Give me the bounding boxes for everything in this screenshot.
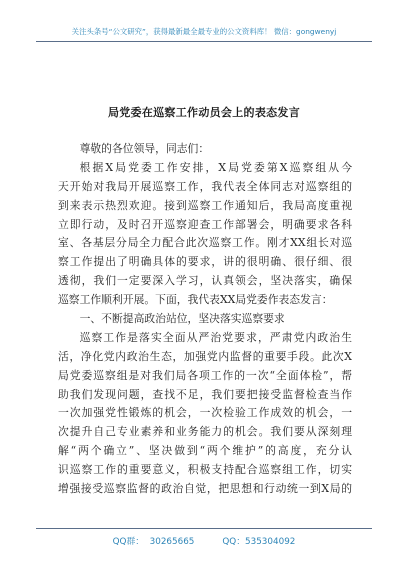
paragraph-line: 察工作提出了明确具体的要求，讲的很明确、很仔细、很 (58, 255, 352, 269)
footer-contact: QQ群： 30265665 QQ：535304092 (112, 537, 296, 547)
paragraph-line: 次提升自己专业素养和业务能力的机会。我们要从深刻理 (58, 425, 352, 439)
paragraph-line: 透彻，我们一定要深入学习，认真领会，坚决落实，确保 (58, 274, 352, 288)
paragraph-line: 一次加强党性锻炼的机会，一次检验工作成效的机会，一 (58, 406, 352, 420)
header-banner: 关注头条号“公文研究”，获得最新最全最专业的公文资料库！ 微信：gongwenyj (71, 27, 337, 36)
paragraph-line: 立即行动，及时召开巡察迎查工作部署会，明确要求各科 (58, 217, 352, 231)
document-body (58, 140, 352, 499)
footer-rule (36, 528, 372, 529)
paragraph-line: 助我们发现问题，查找不足，我们要把接受监督检查当作 (58, 387, 352, 401)
paragraph-line: 活，净化党内政治生态，加强党内监督的重要手段。此次X (58, 349, 352, 363)
paragraph-line: 天开始对我局开展巡察工作，我代表全体同志对巡察组的 (58, 179, 352, 193)
paragraph-line: 尊敬的各位领导，同志们： (79, 142, 210, 155)
paragraph-line: 一、不断提高政治站位，坚决落实巡察要求 (79, 312, 285, 326)
paragraph-line: 根据X局党委工作安排，X局党委第X巡察组从今 (79, 160, 352, 174)
paragraph-line: 巡察工作是落实全面从严治党要求，严肃党内政治生 (79, 330, 352, 344)
header-rule (36, 41, 372, 42)
paragraph-line: 局党委巡察组是对我们局各项工作的一次“全面体检”，帮 (58, 368, 352, 382)
paragraph-line: 巡察工作顺利开展。下面，我代表XX局党委作表态发言： (58, 293, 333, 307)
paragraph-line: 到来表示热烈欢迎。接到巡察工作通知后，我局高度重视 (58, 198, 352, 212)
document-title: 局党委在巡察工作动员会上的表态发言 (107, 106, 301, 119)
paragraph-line: 识巡察工作的重要意义，积极支持配合巡察组工作，切实 (58, 463, 352, 477)
paragraph-line: 解“两个确立”、坚决做到“两个维护”的高度，充分认 (58, 444, 352, 458)
paragraph-line: 室、各基层分局全力配合此次巡察工作。刚才XX组长对巡 (58, 236, 352, 250)
paragraph-line: 增强接受巡察监督的政治自觉，把思想和行动统一到X局的 (58, 482, 352, 496)
